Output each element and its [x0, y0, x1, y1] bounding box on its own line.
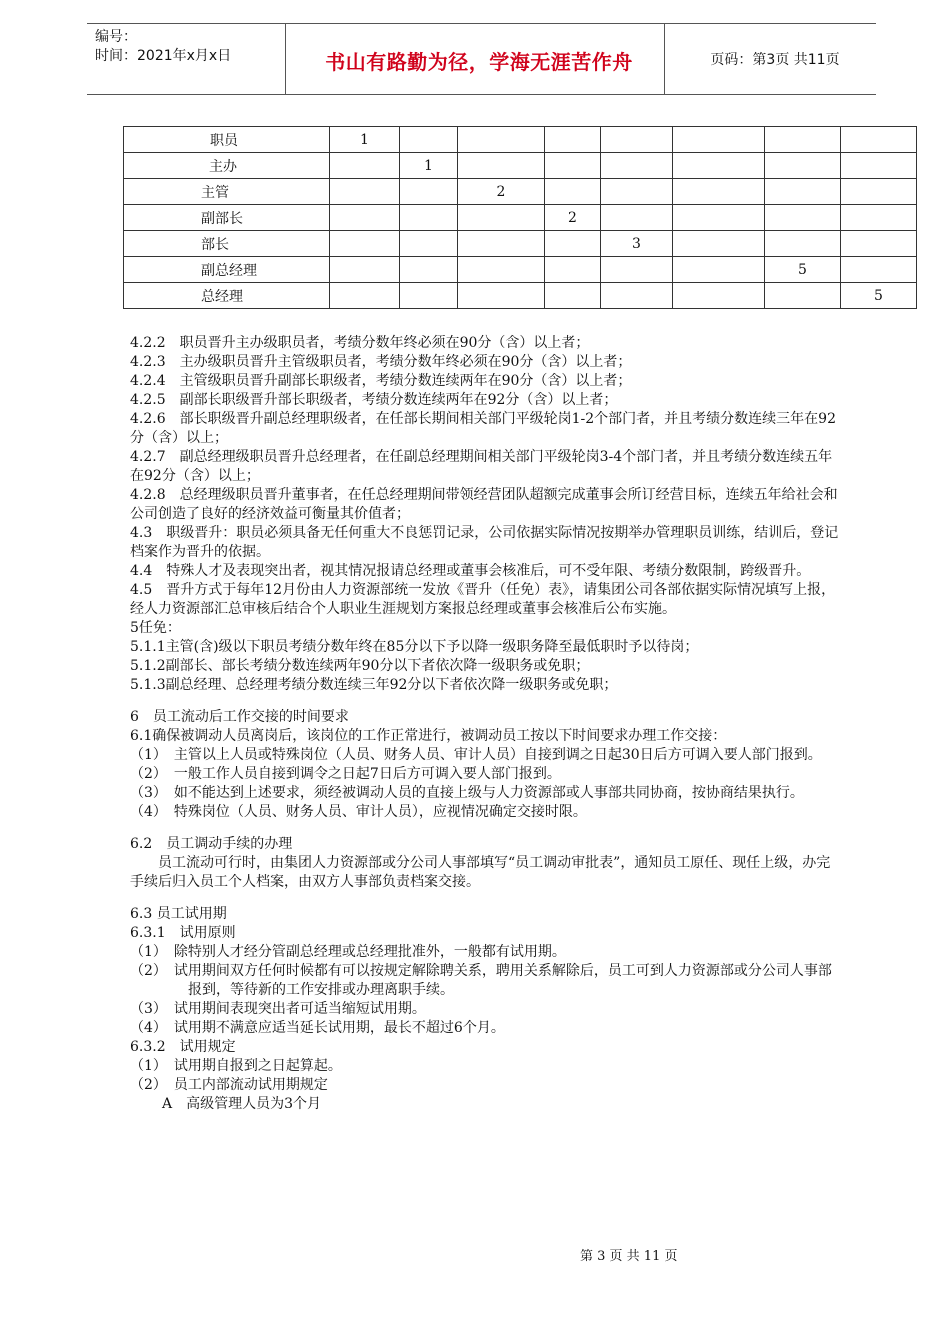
table-cell: [765, 153, 841, 179]
table-cell: [841, 257, 917, 283]
table-row: [124, 179, 917, 205]
table-cell: 5: [765, 257, 841, 283]
table-cell: [545, 231, 601, 257]
table-cell: [330, 179, 400, 205]
paragraph-4-2-2: 4.2.2 职员晋升主办级职员者，考绩分数年终必须在90分（含）以上者；: [130, 335, 590, 351]
paragraph-4-2-7: 4.2.7 副总经理级职员晋升总经理者，在任副总经理期间相关部门平级轮岗3-4个部门者，并且考绩分数连续五年在92分（含）以上；: [130, 449, 833, 484]
table-cell: [330, 231, 400, 257]
section-6-3-heading: 6.3 员工试用期: [130, 906, 227, 922]
table-cell: [458, 283, 545, 309]
section-5-heading: 5任免：: [130, 620, 181, 636]
table-cell: [545, 153, 601, 179]
list-item: （4） 特殊岗位（人员、财务人员、审计人员），应视情况确定交接时限。: [130, 804, 587, 820]
header-meta: [95, 28, 231, 66]
table-cell: 1: [330, 127, 400, 153]
table-cell: [330, 153, 400, 179]
table-cell: [400, 231, 458, 257]
table-cell: [400, 257, 458, 283]
table-cell: 2: [545, 205, 601, 231]
table-cell: [841, 205, 917, 231]
table-cell: [765, 205, 841, 231]
table-cell: [673, 153, 765, 179]
table-cell: [601, 257, 673, 283]
list-item: （1） 主管以上人员或特殊岗位（人员、财务人员、审计人员）自接到调之日起30日后方可调入要人部门报到。: [130, 747, 822, 763]
table-row: [124, 257, 917, 283]
table-row: [124, 153, 917, 179]
paragraph-4-2-8: 4.2.8 总经理级职员晋升董事者，在任总经理期间带领经营团队超额完成董事会所订经营目标，连续五年给社会和公司创造了良好的经济效益可衡量其价值者；: [130, 487, 838, 522]
table-cell-role: 副总经理: [124, 257, 330, 283]
table-body: [124, 127, 917, 309]
paragraph-6-2: 员工流动可行时，由集团人力资源部或分公司人事部填写“员工调动审批表”，通知员工原任、现任上级，办完手续后归入员工个人档案，由双方人事部负责档案交接。: [130, 855, 831, 890]
table-cell: [400, 205, 458, 231]
table-cell-role: 职员: [124, 127, 330, 153]
paragraph-4-2-5: 4.2.5 副部长职级晋升部长职级者，考绩分数连续两年在92分（含）以上者；: [130, 392, 618, 408]
table-cell: [330, 205, 400, 231]
table-cell: [673, 231, 765, 257]
table-cell: [765, 179, 841, 205]
table-cell: [601, 179, 673, 205]
table-cell: [841, 153, 917, 179]
header-motto: 书山有路勤为径，学海无涯苦作舟: [325, 50, 633, 74]
table-cell: [601, 127, 673, 153]
paragraph-5-1-3: 5.1.3副总经理、总经理考绩分数连续三年92分以下者依次降一级职务或免职；: [130, 677, 618, 693]
table-cell: [545, 257, 601, 283]
list-item: （2） 员工内部流动试用期规定: [130, 1077, 328, 1093]
date-label: 时间：2021年x月x日: [95, 48, 232, 64]
table-cell: 5: [841, 283, 917, 309]
table-cell-role: 主管: [124, 179, 330, 205]
header-divider: [664, 24, 665, 94]
list-item: （1） 除特别人才经分管副总经理或总经理批准外，一般都有试用期。: [130, 944, 566, 960]
list-item: （3） 如不能达到上述要求，须经被调动人员的直接上级与人力资源部或人事部共同协商，按协商结果执行。: [130, 785, 804, 801]
section-6-heading: 6 员工流动后工作交接的时间要求: [130, 709, 349, 725]
subsection-6-3-1-heading: 6.3.1 试用原则: [130, 925, 236, 941]
paragraph-6-1: 6.1确保被调动人员离岗后，该岗位的工作正常进行，被调动员工按以下时间要求办理工作交接：: [130, 728, 727, 744]
list-item: （3） 试用期间表现突出者可适当缩短试用期。: [130, 1001, 426, 1017]
table-cell: [673, 257, 765, 283]
table-cell: [601, 283, 673, 309]
table-cell: [673, 283, 765, 309]
table-cell-role: 总经理: [124, 283, 330, 309]
promotion-score-table: [123, 126, 917, 309]
table-cell: [601, 205, 673, 231]
table-row: [124, 231, 917, 257]
table-cell: [458, 231, 545, 257]
document-body: [130, 334, 840, 1114]
paragraph-4-4: 4.4 特殊人才及表现突出者，视其情况报请总经理或董事会核准后，可不受年限、考绩分数限制，跨级晋升。: [130, 563, 811, 579]
table-row: [124, 283, 917, 309]
table-cell: [841, 179, 917, 205]
table-cell: [330, 283, 400, 309]
table-cell: [841, 231, 917, 257]
table-cell: [545, 179, 601, 205]
table-cell: [458, 257, 545, 283]
table-cell: [330, 257, 400, 283]
section-6-2-heading: 6.2 员工调动手续的办理: [130, 836, 293, 852]
paragraph-4-2-3: 4.2.3 主办级职员晋升主管级职员者，考绩分数年终必须在90分（含）以上者；: [130, 354, 632, 370]
paragraph-4-5: 4.5 晋升方式于每年12月份由人力资源部统一发放《晋升（任免）表》，请集团公司各部依据实际情况填写上报，经人力资源部汇总审核后结合个人职业生涯规划方案报总经理或董事会核准后公布实施。: [130, 582, 836, 617]
table-cell: 3: [601, 231, 673, 257]
paragraph-4-3: 4.3 职级晋升：职员必须具备无任何重大不良惩罚记录，公司依据实际情况按期举办管理职员训练，结训后，登记档案作为晋升的依据。: [130, 525, 839, 560]
header-divider: [285, 24, 286, 94]
paragraph-5-1-1: 5.1.1主管(含)级以下职员考绩分数年终在85分以下予以降一级职务降至最低职时予以待岗；: [130, 639, 699, 655]
paragraph-4-2-6: 4.2.6 部长职级晋升副总经理职级者，在任部长期间相关部门平级轮岗1-2个部门者，并且考绩分数连续三年在92分（含）以上；: [130, 411, 836, 446]
serial-number-label: 编号：: [95, 29, 137, 45]
table-row: [124, 127, 917, 153]
table-cell: [601, 153, 673, 179]
table-cell: [458, 153, 545, 179]
table-cell: [841, 127, 917, 153]
table-cell: [545, 283, 601, 309]
table-cell-role: 部长: [124, 231, 330, 257]
table-cell: [458, 205, 545, 231]
table-cell: [765, 283, 841, 309]
table-cell: [458, 127, 545, 153]
table-cell: [765, 127, 841, 153]
subsection-6-3-2-heading: 6.3.2 试用规定: [130, 1039, 236, 1055]
list-item: （1） 试用期自报到之日起算起。: [130, 1058, 342, 1074]
table-row: [124, 205, 917, 231]
table-cell: [545, 127, 601, 153]
page-header: [87, 23, 876, 95]
page-footer: 第 3 页 共 11 页: [580, 1249, 678, 1264]
list-item: A 高级管理人员为3个月: [162, 1096, 322, 1112]
paragraph-4-2-4: 4.2.4 主管级职员晋升副部长职级者，考绩分数连续两年在90分（含）以上者；: [130, 373, 632, 389]
list-item: （2） 试用期间双方任何时候都有可以按规定解除聘关系，聘用关系解除后，员工可到人力资源部或分公司人事部报到，等待新的工作安排或办理离职手续。: [130, 963, 832, 998]
table-cell-role: 主办: [124, 153, 330, 179]
table-cell: [673, 127, 765, 153]
table-cell: [673, 179, 765, 205]
table-cell: 2: [458, 179, 545, 205]
list-item: （4） 试用期不满意应适当延长试用期，最长不超过6个月。: [130, 1020, 505, 1036]
table-cell: [400, 127, 458, 153]
table-cell: 1: [400, 153, 458, 179]
paragraph-5-1-2: 5.1.2副部长、部长考绩分数连续两年90分以下者依次降一级职务或免职；: [130, 658, 590, 674]
table-cell-role: 副部长: [124, 205, 330, 231]
header-page-info: 页码：第3页 共11页: [710, 52, 840, 68]
table-cell: [400, 283, 458, 309]
table-cell: [765, 231, 841, 257]
list-item: （2） 一般工作人员自接到调令之日起7日后方可调入要人部门报到。: [130, 766, 561, 782]
table-cell: [673, 205, 765, 231]
table-cell: [400, 179, 458, 205]
